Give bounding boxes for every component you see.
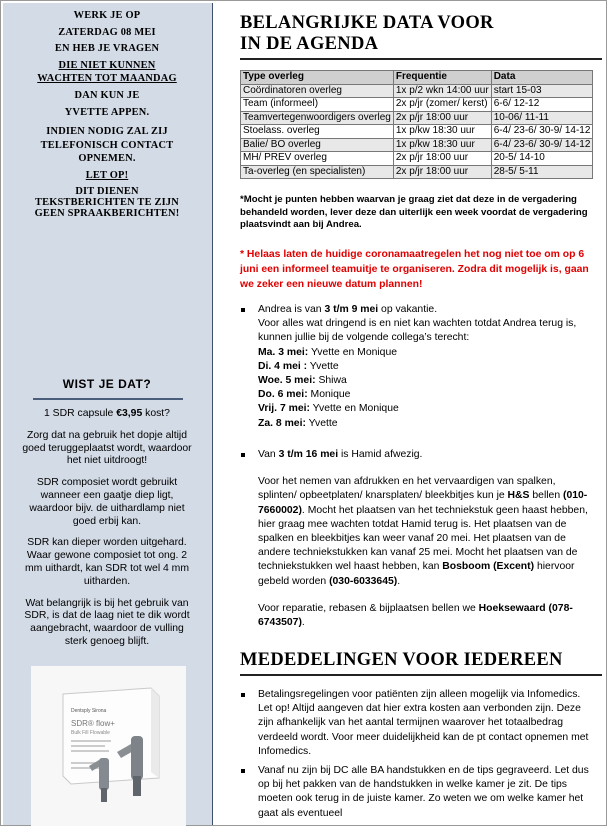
table-cell: 2x p/jr (zomer/ kerst) [393,98,491,112]
table-row [241,98,593,112]
table-cell: Balie/ BO overleg [241,138,394,152]
mededeling-item [240,764,593,821]
table-cell: 2x p/jr 18:00 uur [393,165,491,179]
agenda-table [240,70,593,179]
hamid-line1: Van 3 t/m 16 mei is Hamid afwezig. [258,449,423,460]
wist-title: WIST JE DAT? [62,377,152,391]
table-cell: start 15-03 [491,84,593,98]
bullet-icon [241,308,245,312]
notice-line: DIT DIENEN TEKSTBERICHTEN TE ZIJN GEEN SPRAAKBERICHTEN! [34,185,180,219]
table-cell: 1x p/kw 18:30 uur [393,125,491,139]
table-row [241,111,593,125]
mededeling-item [240,688,593,759]
mededeling-text: Vanaf nu zijn bij DC alle BA handstukken en de tips gegraveerd. Let dus op bij het pakken van de handstukken in welke kamer je zit. De tips moeten ook terug in de juiste kamer. Zo weten we om welke kamer het gaat als eventueel [258,765,589,819]
andrea-day: Vrij. 7 mei: Yvette en Monique [258,403,399,415]
table-header: Frequentie [393,71,491,85]
andrea-day: Woe. 5 mei: Shiwa [258,375,347,387]
table-cell: 10-06/ 11-11 [491,111,593,125]
table-header: Data [491,71,593,85]
table-cell: 20-5/ 14-10 [491,152,593,166]
agenda-title-line2: IN DE AGENDA [240,34,379,54]
table-header: Type overleg [241,71,394,85]
wist-paragraph: Wat belangrijk is bij het gebruik van SDR, is dat de laag niet te dik wordt aangebracht, waardoor de vulling sterk genoeg blijft. [24,597,190,647]
table-cell: 1x p/2 wkn 14:00 uur [393,84,491,98]
table-cell: 1x p/kw 18:30 uur [393,138,491,152]
wist-content [3,408,211,658]
table-header-row [241,71,593,85]
table-cell: Teamvertegenwoordigers overleg [241,111,394,125]
table-cell: 2x p/jr 18:00 uur [393,152,491,166]
table-cell: 6-4/ 23-6/ 30-9/ 14-12 [491,138,593,152]
table-cell: 28-5/ 5-11 [491,165,593,179]
notice-line: LET OP! [85,169,129,181]
notice-line: DAN KUN JE [74,89,140,101]
notice-line: DIE NIET KUNNEN WACHTEN TOT MAANDAG [37,59,177,85]
table-cell: 2x p/jr 18:00 uur [393,111,491,125]
table-cell: Stoelass. overleg [241,125,394,139]
corona-notice: * Helaas laten de huidige coronamaatregelen het nog niet toe om op 6 juni een informeel teamuitje te organiseren. Zodra dit mogelijk is, gaan we zeker een nieuwe datum plannen! [240,249,589,290]
table-row [241,152,593,166]
sidebar [3,3,213,825]
hamid-paragraph1: Voor het nemen van afdrukken en het vervaardigen van spalken, splinten/ opbeetplaten/ knarsplaten/ bleekbitjes kun je H&S bellen (010-7660002). Mocht het plaatsen van het techniekstuk geen haast hebben, hier graag mee wachten totdat Hamid terug is. Het plaatsen van de spalken en bleekbitjes kan weer vanaf 20 mei. Het plaatsen van de andere techniekstukken kan vanaf 25 mei. Mocht het plaatsen van de techniekstukken wel haast hebben, kan Bosboom (Excent) hiervoor gebeld worden (030-6033645). [258,476,588,587]
notice-line: EN HEB JE VRAGEN [54,43,160,55]
notice-line: YVETTE APPEN. [64,106,150,118]
agenda-title-line1: BELANGRIJKE DATA VOOR [240,13,494,33]
hamid-section [240,448,593,630]
andrea-day: Di. 4 mei : Yvette [258,360,339,372]
table-row [241,84,593,98]
table-row [241,125,593,139]
table-cell: MH/ PREV overleg [241,152,394,166]
sdr-product-photo [31,666,186,826]
wist-paragraph: SDR composiet wordt gebruikt wanneer een gaatje diep ligt, waardoor bijv. de uithardlamp niet goed erbij kan. [29,477,185,527]
notice-line: INDIEN NODIG ZAL ZIJ TELEFONISCH CONTACT OPNEMEN. [40,126,174,165]
hamid-paragraph2: Voor reparatie, rebasen & bijplaatsen bellen we Hoeksewaard (078-6743507). [258,602,573,629]
notice-line: WERK JE OP [73,10,141,21]
table-cell: 6-4/ 23-6/ 30-9/ 14-12 [491,125,593,139]
table-cell: 6-6/ 12-12 [491,98,593,112]
product-brand: Dentsply Sirona [71,708,107,714]
table-row [241,138,593,152]
mededelingen-rule [240,674,602,676]
mededelingen-title: MEDEDELINGEN VOOR IEDEREEN [240,650,563,670]
bullet-icon [241,769,245,773]
andrea-line1: Andrea is van 3 t/m 9 mei op vakantie. [258,304,438,315]
bullet-icon [241,453,245,457]
product-name: SDR® flow+ [71,719,115,728]
andrea-day: Ma. 3 mei: Yvette en Monique [258,346,398,358]
agenda-rule [240,58,602,60]
sdr-product-illustration [31,666,186,826]
wist-rule [33,398,183,400]
agenda-note: *Mocht je punten hebben waarvan je graag ziet dat deze in de vergadering behandeld worden, lever deze dan uiterlijk een week voordat de vergadering plaatsvindt aan bij Andrea. [240,194,588,231]
product-sub: Bulk Fill Flowable [71,730,110,736]
table-cell: Coördinatoren overleg [241,84,394,98]
wist-paragraph: 1 SDR capsule €3,95 kost? [44,408,170,419]
notice-line: ZATERDAG 08 MEI [58,26,156,38]
table-cell: Team (informeel) [241,98,394,112]
wist-paragraph: Zorg dat na gebruik het dopje altijd goed teruggeplaatst wordt, waardoor het niet uitdroogt! [22,429,192,467]
andrea-day: Za. 8 mei: Yvette [258,417,338,429]
andrea-section [240,303,593,431]
weekend-notice [3,9,211,219]
table-cell: Ta-overleg (en specialisten) [241,165,394,179]
table-row [241,165,593,179]
andrea-line2: Voor alles wat dringend is en niet kan wachten totdat Andrea terug is, kunnen jullie bij de volgende collega’s terecht: [258,318,577,344]
agenda-heading [240,13,494,55]
bullet-icon [241,693,245,697]
mededeling-text: Betalingsregelingen voor patiënten zijn alleen mogelijk via Infomedics. Let op! Altijd aangeven dat hier extra kosten aan verbonden zijn. Deze zijn afhankelijk van het aantal termijnen waarover het totaalbedrag verdeeld wordt. Voor meer duidelijkheid kan de pt contact opnemen met Infomedics. [258,689,589,757]
andrea-day: Do. 6 mei: Monique [258,389,351,401]
wist-paragraph: SDR kan dieper worden uitgehard. Waar gewone composiet tot ong. 2 mm uithardt, kan SDR tot wel 4 mm uitharden. [25,537,189,587]
